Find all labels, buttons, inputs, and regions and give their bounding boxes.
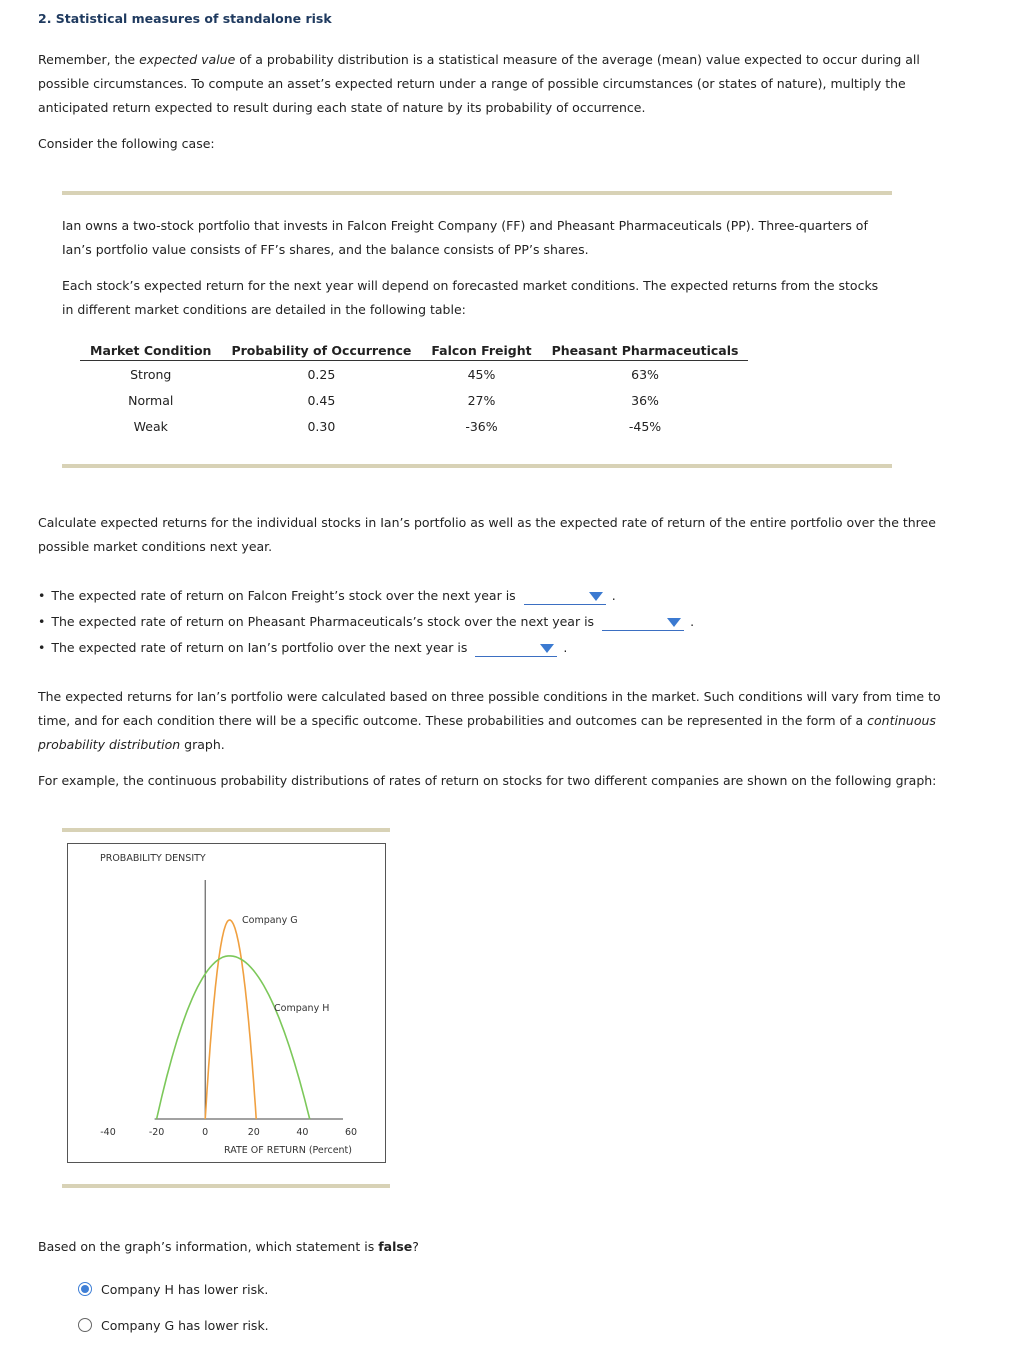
series-label-company-h: Company H <box>274 1003 330 1014</box>
y-axis-label: PROBABILITY DENSITY <box>100 853 206 864</box>
bullet-period: . <box>690 614 695 629</box>
case-paragraph-2: Each stock’s expected return for the next year will depend on forecasted market conditions. The expected returns from the stocks in different market conditions are detailed in the following table: <box>62 278 879 317</box>
option-company-h[interactable] <box>78 1278 268 1300</box>
x-tick-label: 60 <box>344 1127 358 1138</box>
market-table-wrapper <box>80 340 748 439</box>
portfolio-return-dropdown[interactable] <box>475 640 557 657</box>
header-market-condition: Market Condition <box>80 340 221 361</box>
bullet-pp-return <box>38 610 694 634</box>
x-tick-label: -40 <box>100 1127 116 1138</box>
dropdown-arrow-icon <box>667 618 681 627</box>
option-label: Company H has lower risk. <box>101 1281 269 1297</box>
chart-top-divider <box>62 828 390 832</box>
x-tick-label: -20 <box>148 1127 165 1138</box>
x-axis-label: RATE OF RETURN (Percent) <box>223 1145 353 1156</box>
bullet-dot: • <box>38 640 46 655</box>
bullet-text: The expected rate of return on Falcon Freight’s stock over the next year is <box>51 588 516 603</box>
case-paragraph-1: Ian owns a two-stock portfolio that invests in Falcon Freight Company (FF) and Pheasant Pharmaceuticals (PP). Three-quarters of Ian’s portfolio value consists of FF’s shares, and the balance consists of PP’s shares. <box>62 218 868 257</box>
intro-paragraph: Remember, the expected value of a probability distribution is a statistical measure of the average (mean) value expected to occur during all possible circumstances. To compute an asset’s expected return under a range of possible circumstances (or states of nature), multiply the anticipated return expected to result during each state of nature by its probability of occurrence. <box>38 52 920 115</box>
case-top-divider <box>62 191 892 195</box>
market-table <box>80 340 748 439</box>
example-text: For example, the continuous probability distributions of rates of return on stocks for two different companies are shown on the following graph: <box>38 773 937 788</box>
radio-selected-icon[interactable] <box>78 1282 92 1296</box>
dropdown-arrow-icon <box>589 592 603 601</box>
header-falcon-freight: Falcon Freight <box>421 340 541 361</box>
case-bottom-divider <box>62 464 892 468</box>
table-row <box>80 413 748 439</box>
table-header-row <box>80 340 748 361</box>
series-line-company-g <box>205 920 256 1119</box>
bullet-period: . <box>563 640 568 655</box>
cell-condition: Normal <box>128 392 174 408</box>
x-tick-label: 20 <box>247 1127 260 1138</box>
bullet-period: . <box>611 588 616 603</box>
cell-probability: 0.30 <box>307 418 336 434</box>
cell-ff-return: 45% <box>467 366 496 382</box>
series-line-company-h <box>157 956 310 1119</box>
cell-condition: Weak <box>133 418 168 434</box>
option-company-g[interactable] <box>78 1314 269 1336</box>
bullet-text: The expected rate of return on Pheasant Pharmaceuticals’s stock over the next year is <box>51 614 595 629</box>
cell-pp-return: 36% <box>631 392 659 408</box>
question-text: Based on the graph’s information, which statement is false? <box>38 1239 419 1254</box>
cell-probability: 0.25 <box>307 366 336 382</box>
chart-bottom-divider <box>62 1184 390 1188</box>
radio-unselected-icon[interactable] <box>78 1318 92 1332</box>
series-label-company-g: Company G <box>242 915 298 926</box>
table-row <box>80 387 748 413</box>
probability-chart <box>68 844 385 1162</box>
header-pheasant-pharma: Pheasant Pharmaceuticals <box>542 340 749 361</box>
header-probability: Probability of Occurrence <box>221 340 421 361</box>
section-title: 2. Statistical measures of standalone risk <box>38 11 332 26</box>
bullet-dot: • <box>38 614 46 629</box>
cell-condition: Strong <box>130 366 172 382</box>
bullet-text: The expected rate of return on Ian’s portfolio over the next year is <box>51 640 468 655</box>
cell-ff-return: -36% <box>465 418 498 434</box>
option-label: Company G has lower risk. <box>101 1317 269 1333</box>
pp-return-dropdown[interactable] <box>602 614 684 631</box>
calculate-prompt: Calculate expected returns for the individual stocks in Ian’s portfolio as well as the expected rate of return of the entire portfolio over the three possible market conditions next year. <box>38 515 936 554</box>
chart-frame <box>67 843 386 1163</box>
x-tick-label: 40 <box>296 1127 309 1138</box>
ff-return-dropdown[interactable] <box>524 588 606 605</box>
cell-probability: 0.45 <box>307 392 336 408</box>
cell-pp-return: -45% <box>628 418 662 434</box>
table-row <box>80 361 748 388</box>
cell-ff-return: 27% <box>467 392 496 408</box>
bullet-portfolio-return <box>38 636 567 660</box>
x-tick-label: 0 <box>202 1127 209 1138</box>
bullet-ff-return <box>38 584 616 608</box>
dropdown-arrow-icon <box>540 644 554 653</box>
bullet-dot: • <box>38 588 46 603</box>
consider-text: Consider the following case: <box>38 136 215 151</box>
distribution-paragraph: The expected returns for Ian’s portfolio were calculated based on three possible conditions in the market. Such conditions will vary from time to time, and for each condition there will be a specific outcome. These probabilities and outcomes can be represented in the form of a continuous probability distribution graph. <box>38 689 941 752</box>
cell-pp-return: 63% <box>631 366 659 382</box>
